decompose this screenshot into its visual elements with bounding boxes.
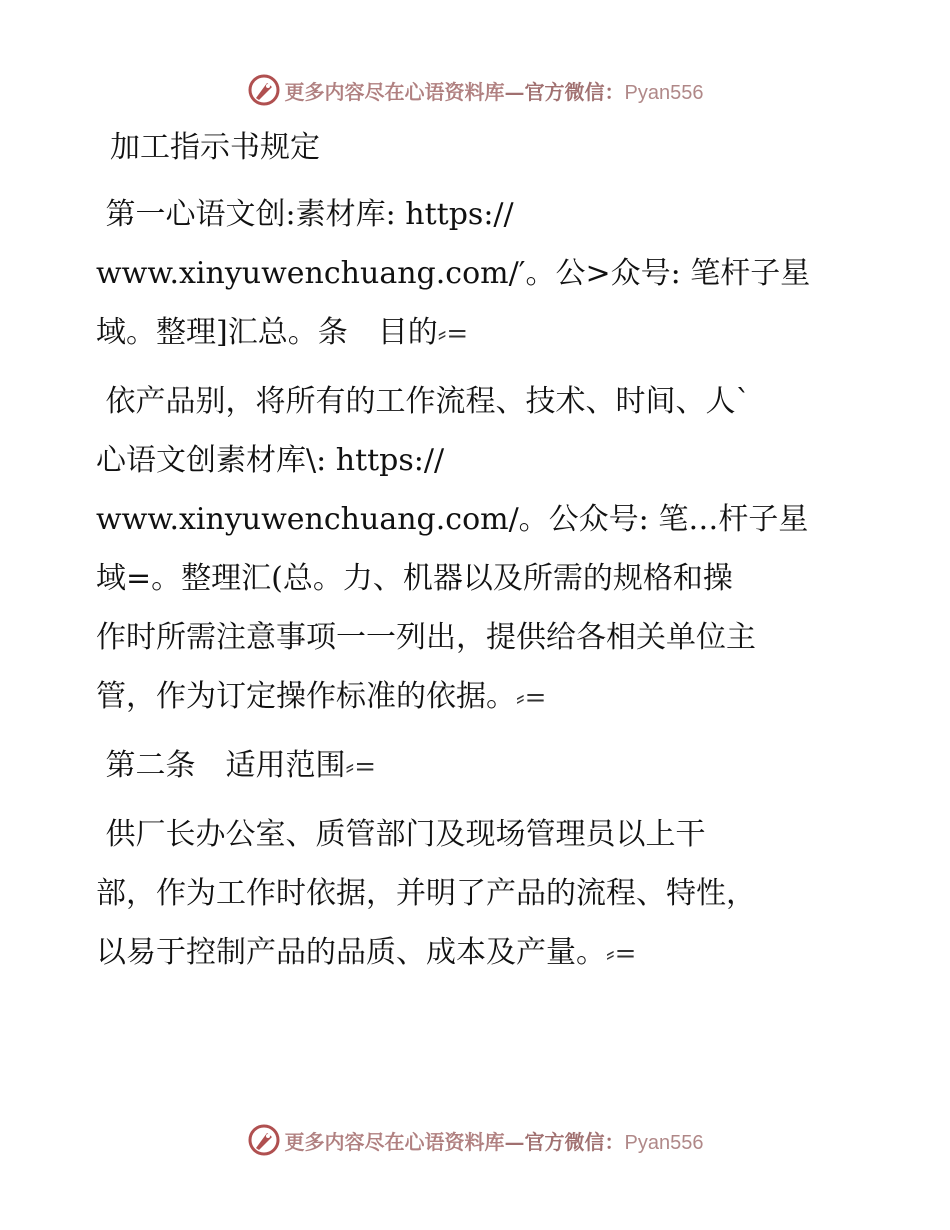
pen-nib-logo-icon <box>247 1123 281 1157</box>
paragraph-1: 第一心语文创:素材库: https:// www.xinyuwenchuang.com/′。公>众号: 笔杆子星 域。整理]汇总。条 目的⸗= <box>96 197 811 350</box>
wechat-id: Pyan556 <box>624 1131 704 1154</box>
return-mark: ⸗= <box>345 752 376 782</box>
paragraph-2: 依产品别，将所有的工作流程、技术、时间、人ˋ 心语文创素材库\: https:// www.xinyuwenchuang.com/。公众号: 笔…杆子星 域=。整理汇(总。力、机器以及所需的规格和操 作时所需注意事项一一列出，提供给各相关单位主 管，作为订定操作标准的依据。⸗= <box>96 384 809 714</box>
paragraph-3: 供厂长办公室、质管部门及现场管理员以上干 部，作为工作时依据，并明了产品的流程、特性， 以易于控制产品的品质、成本及产量。⸗= <box>96 817 756 970</box>
section-heading-scope: 第二条 适用范围⸗= <box>96 748 376 783</box>
return-mark: ⸗= <box>516 683 547 713</box>
return-mark: ⸗= <box>437 319 469 349</box>
banner-text: 更多内容尽在心语资料库—官方微信：Pyan556 <box>284 1129 704 1154</box>
wechat-id: Pyan556 <box>624 81 704 104</box>
return-mark: ⸗= <box>606 939 637 969</box>
pen-nib-logo-icon <box>247 73 281 107</box>
header-banner <box>0 70 950 110</box>
banner-text: 更多内容尽在心语资料库—官方微信：Pyan556 <box>284 79 704 104</box>
document-body <box>96 118 856 984</box>
document-title: 加工指示书规定 <box>110 130 320 165</box>
footer-banner <box>0 1120 950 1160</box>
